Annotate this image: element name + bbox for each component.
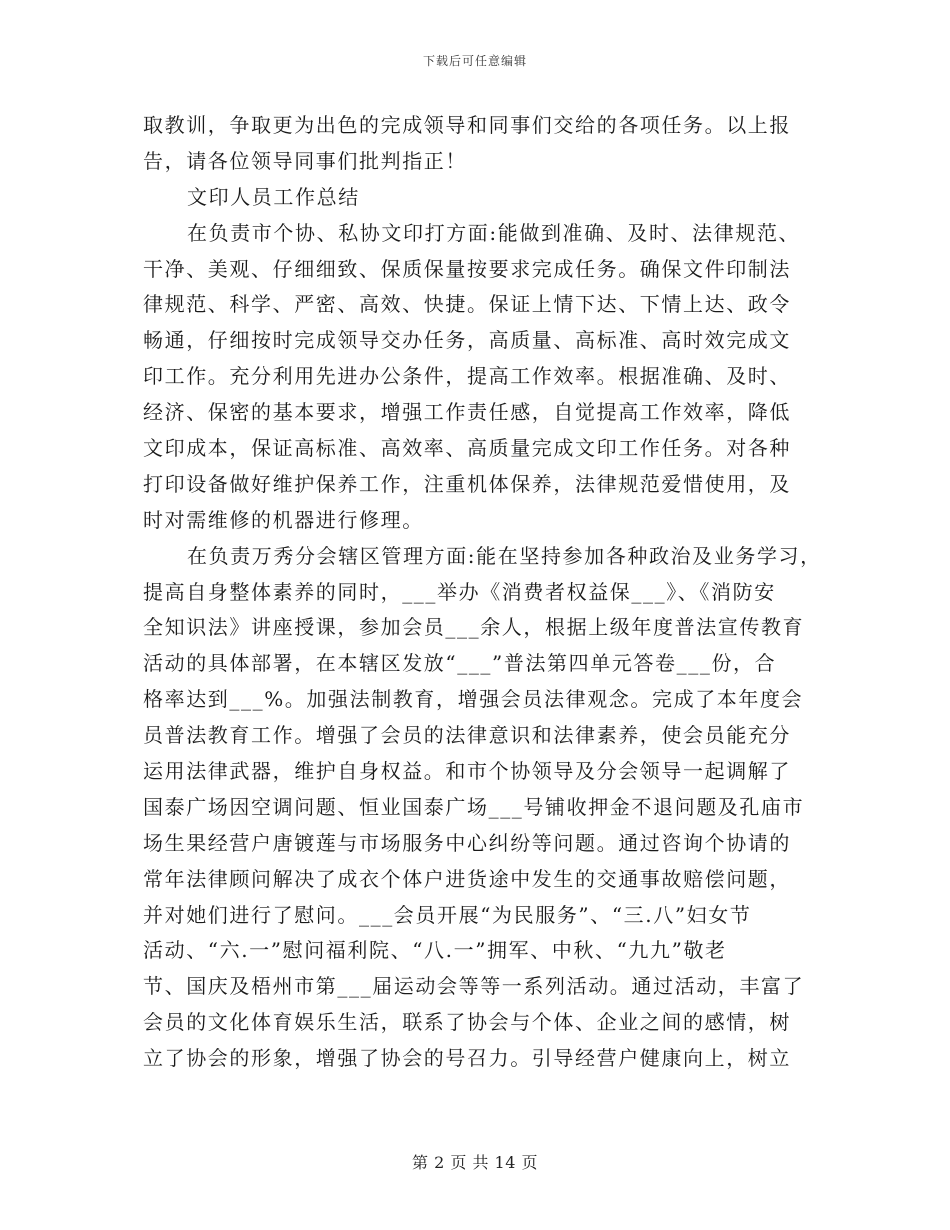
text-line: 国泰广场因空调问题、恒业国泰广场___号铺收押金不退问题及孔庙市 <box>143 794 805 819</box>
text-line: 印工作。充分利用先进办公条件，提高工作效率。根据准确、及时、 <box>143 364 791 389</box>
text-line: 取教训，争取更为出色的完成领导和同事们交给的各项任务。以上报 <box>143 113 791 137</box>
text-line: 格率达到___%。加强法制教育，增强会员法律观念。完成了本年度会 <box>143 687 804 712</box>
text-line: 全知识法》讲座授课，参加会员___余人，根据上级年度普法宣传教育 <box>143 615 805 640</box>
text-line: 活动、“六.一”慰问福利院、“八.一”拥军、中秋、“九九”敬老 <box>143 938 727 963</box>
text-line: 经济、保密的基本要求，增强工作责任感，自觉提高工作效率，降低 <box>143 400 791 425</box>
text-line: 常年法律顾问解决了成衣个体户进货途中发生的交通事故赔偿问题， <box>143 866 791 891</box>
text-line: 干净、美观、仔细细致、保质保量按要求完成任务。确保文件印制法 <box>143 256 791 281</box>
text-line: 员普法教育工作。增强了会员的法律意识和法律素养，使会员能充分 <box>143 723 791 748</box>
text-line: 活动的具体部署，在本辖区发放“___”普法第四单元答卷___份，合 <box>143 651 777 676</box>
page-header: 下载后可任意编辑 <box>422 54 527 68</box>
text-line: 告，请各位领导同事们批判指正！ <box>143 148 467 173</box>
text-line: 运用法律武器，维护自身权益。和市个协领导及分会领导一起调解了 <box>143 759 791 784</box>
text-line: 立了协会的形象，增强了协会的号召力。引导经营户健康向上，树立 <box>143 1046 791 1071</box>
text-line: 时对需维修的机器进行修理。 <box>143 507 424 532</box>
text-line: 提高自身整体素养的同时，___举办《消费者权益保___》、《消防安 <box>143 579 776 604</box>
text-line: 律规范、科学、严密、高效、快捷。保证上情下达、下情上达、政令 <box>143 292 791 317</box>
page-number: 第 2 页 共 14 页 <box>412 1153 538 1172</box>
text-line: 并对她们进行了慰问。___会员开展“为民服务”、“三.八”妇女节 <box>143 902 752 927</box>
text-line: 打印设备做好维护保养工作，注重机体保养，法律规范爱惜使用，及 <box>143 471 791 496</box>
section-title: 文印人员工作总结 <box>187 184 360 209</box>
paragraph-start: 在负责万秀分会辖区管理方面:能在坚持参加各种政治及业务学习， <box>187 543 822 568</box>
text-line: 文印成本，保证高标准、高效率、高质量完成文印工作任务。对各种 <box>143 436 791 461</box>
text-line: 节、国庆及梧州市第___届运动会等等一系列活动。通过活动，丰富了 <box>143 974 805 999</box>
text-line: 会员的文化体育娱乐生活，联系了协会与个体、企业之间的感情，树 <box>143 1010 791 1035</box>
text-line: 场生果经营户唐镀莲与市场服务中心纠纷等问题。通过咨询个协请的 <box>143 830 791 855</box>
text-line: 畅通，仔细按时完成领导交办任务，高质量、高标准、高时效完成文 <box>143 328 791 353</box>
document-body <box>143 108 822 1077</box>
paragraph-start: 在负责市个协、私协文印打方面:能做到准确、及时、法律规范、 <box>187 220 801 245</box>
